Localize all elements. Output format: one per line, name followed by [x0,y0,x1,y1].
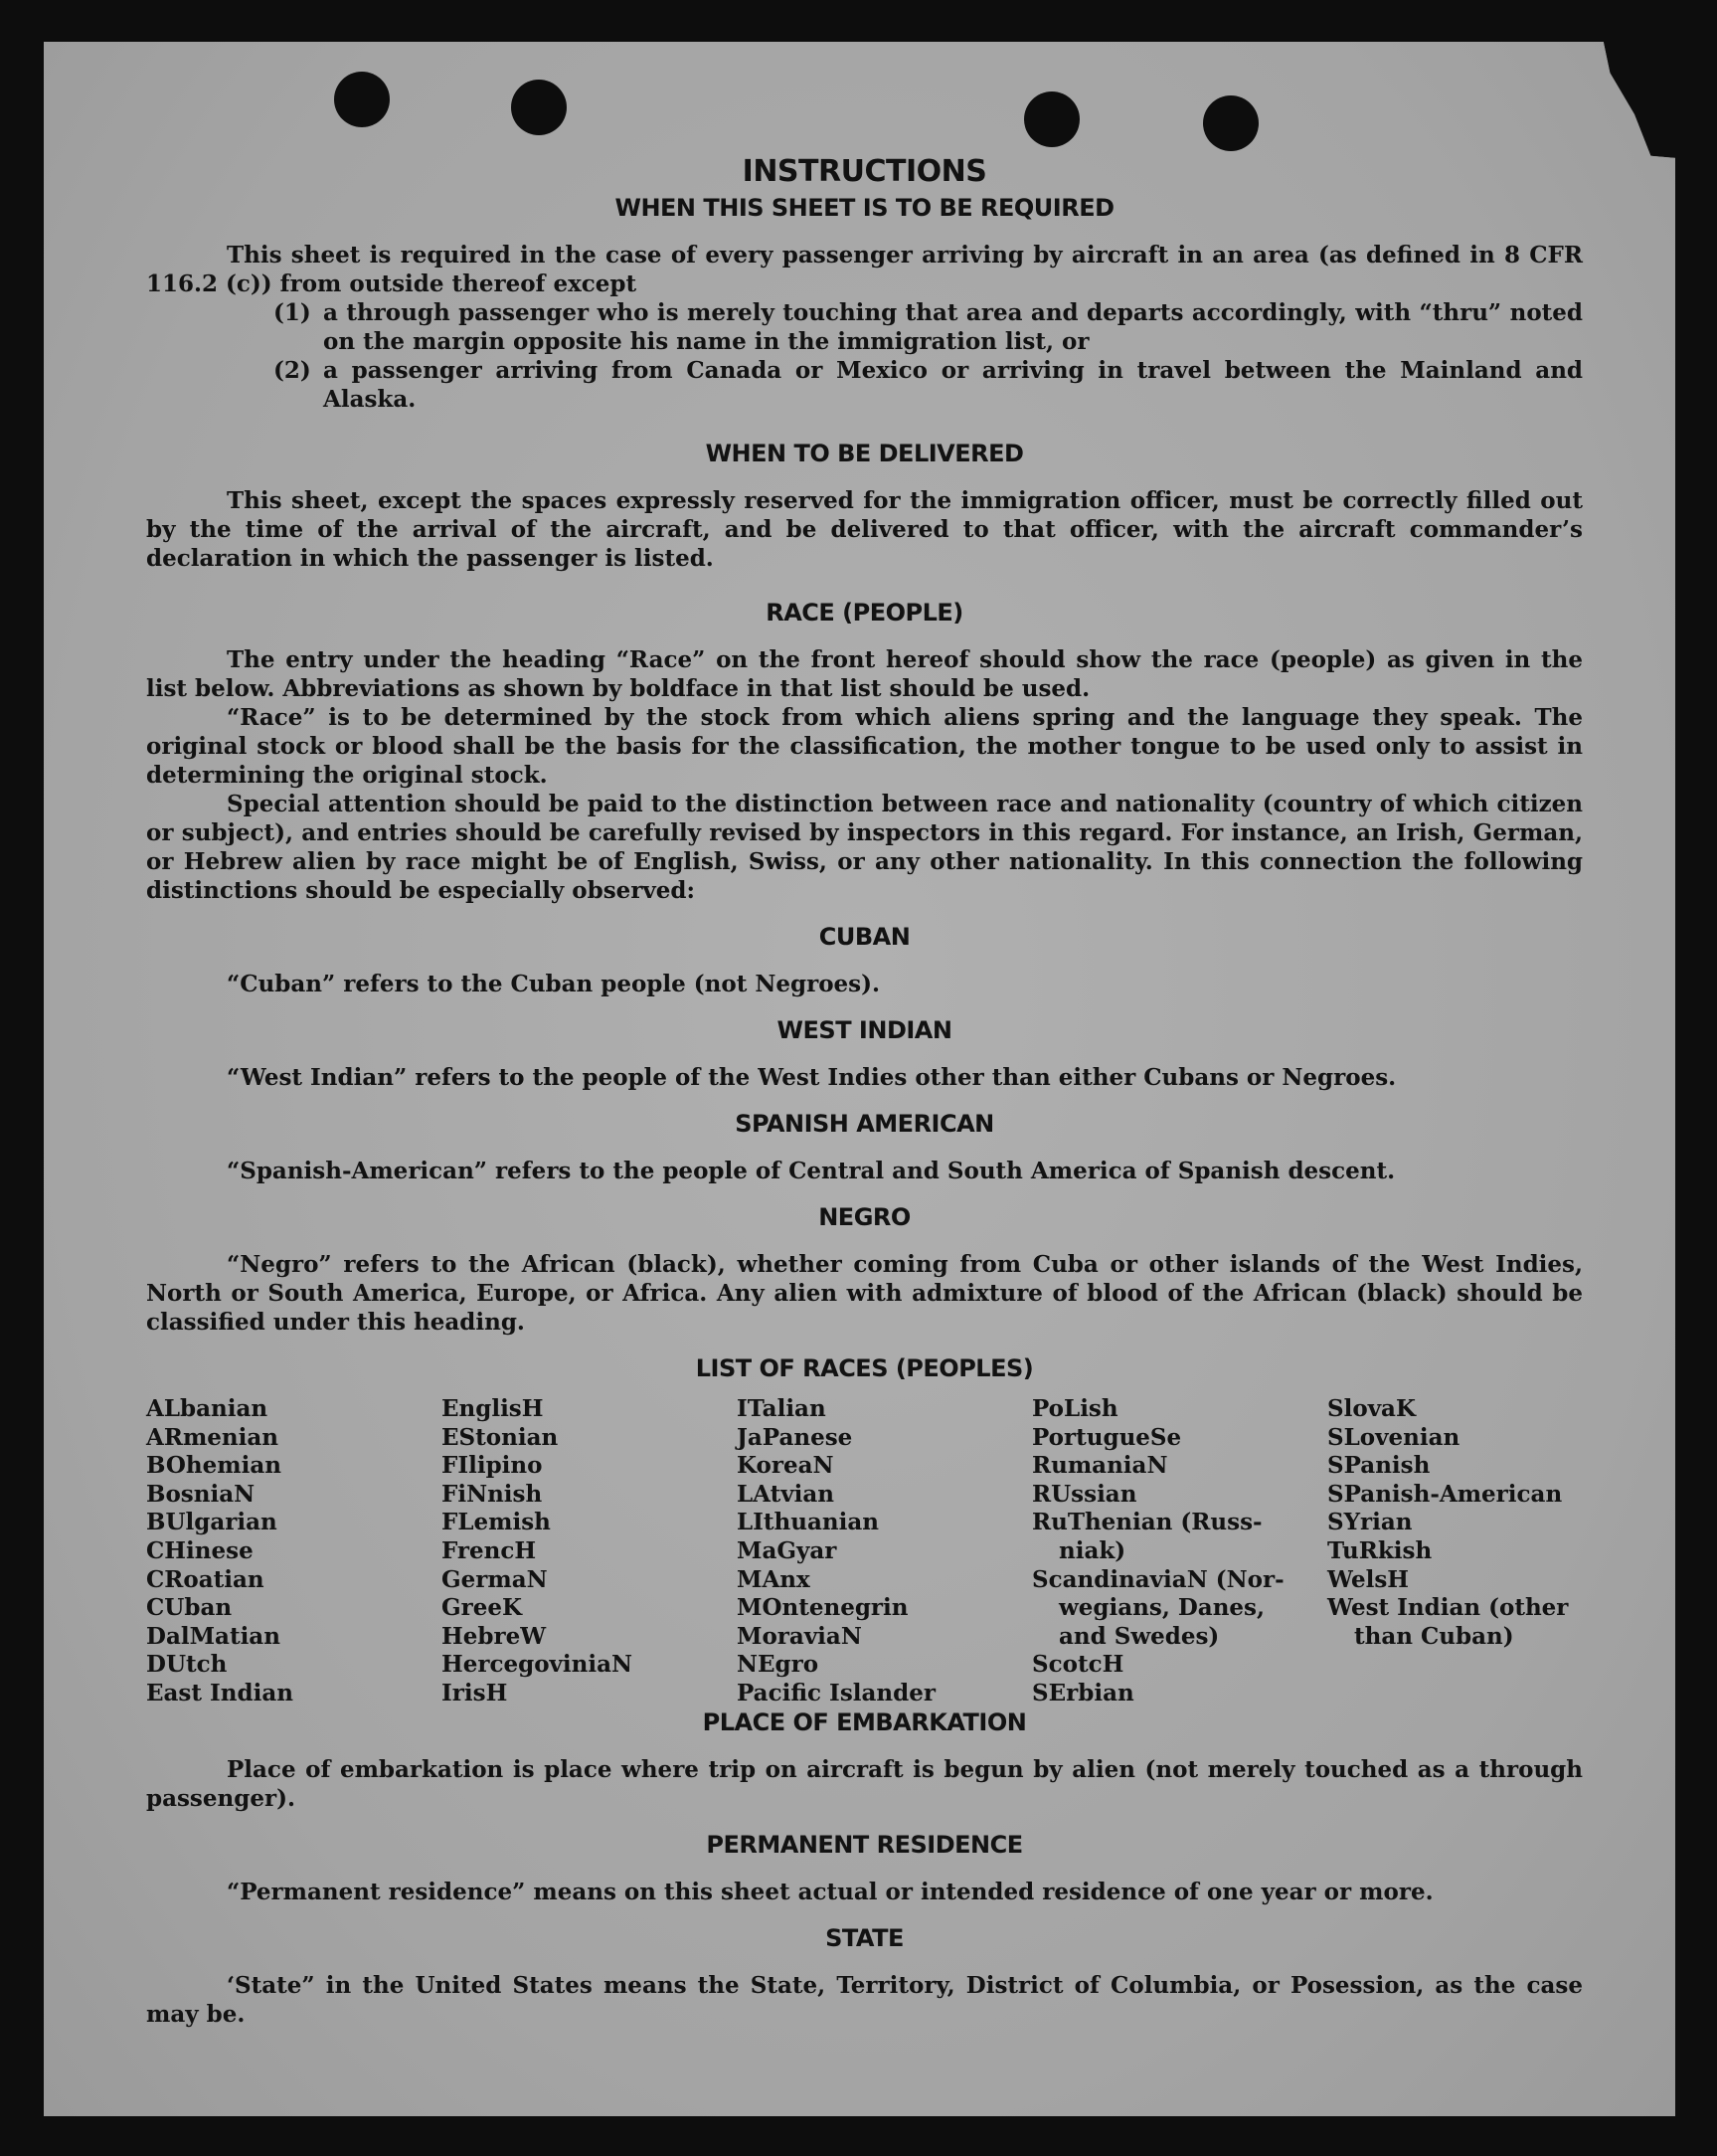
section-heading: WEST INDIAN [776,1016,952,1044]
races-list [146,1395,1583,1708]
paragraph: “Negro” refers to the African (black), whether coming from Cuba or other islands of the West Indies, North or South America, Europe, or Africa. Any alien with admixture of blood of the African (black) should be classified under this heading. [146,1251,1583,1336]
race-entry: MOntenegrin [737,1594,909,1622]
races-column [1327,1395,1583,1708]
item-number: (2) [273,357,311,384]
punch-hole [334,72,390,127]
section-heading: WHEN THIS SHEET IS TO BE REQUIRED [614,194,1115,222]
race-entry-continued: and Swedes) [1059,1622,1220,1650]
race-entry: MAnx [737,1565,810,1593]
paragraph: “Cuban” refers to the Cuban people (not Negroes). [227,971,881,997]
race-entry: PortugueSe [1032,1423,1182,1451]
races-column [1032,1395,1327,1708]
race-entry: SPanish-American [1327,1480,1563,1508]
section-heading: LIST OF RACES (PEOPLES) [695,1354,1034,1382]
race-entry: BosniaN [146,1480,256,1508]
race-entry: TuRkish [1327,1536,1433,1564]
item-text: a passenger arriving from Canada or Mexico or arriving in travel between the Mainland and Alaska. [323,357,1583,413]
text: This sheet is required in the case of every passenger arriving by aircraft in an area (as defined in 8 CFR 116.2 (c)) from outside thereof [146,242,1583,297]
paragraph: Special attention should be paid to the distinction between race and nationality (country of which citizen or subject), and entries should be carefully revised by inspectors in this regard. For instance, an Irish, German, or Hebrew alien by race might be of English, Swiss, or any other nationality. In this connection the following distinctions should be especially observed: [146,791,1583,904]
race-entry: DalMatian [146,1622,280,1650]
page-title: INSTRUCTIONS [742,154,987,189]
race-entry: KoreaN [737,1452,834,1480]
race-entry: ALbanian [146,1395,268,1422]
paragraph: “Spanish-American” refers to the people of Central and South America of Spanish descent. [227,1158,1396,1184]
race-entry: RuThenian (Russ- [1032,1509,1263,1536]
paragraph [146,241,1583,298]
race-entry: SPanish [1327,1452,1431,1480]
races-column [441,1395,737,1708]
race-entry: SYrian [1327,1509,1413,1536]
race-entry: GreeK [441,1594,523,1622]
races-column [737,1395,1032,1708]
paragraph: Place of embarkation is place where trip on aircraft is begun by alien (not merely touched as a through passenger). [146,1755,1583,1812]
text: The entry under the heading “Race” on the front hereof should show the race (people) as given in the list below. Abbreviations as shown by [146,646,1583,702]
race-entry-continued: niak) [1059,1536,1126,1564]
race-entry: ScandinaviaN (Nor- [1032,1565,1285,1593]
section-heading: PERMANENT RESIDENCE [706,1830,1023,1859]
race-entry: ScotcH [1032,1651,1124,1679]
race-entry: FLemish [441,1509,551,1536]
race-entry: HebreW [441,1622,547,1650]
paragraph: “Permanent residence” means on this sheet actual or intended residence of one year or more. [227,1878,1434,1905]
race-entry: EStonian [441,1423,559,1451]
race-entry: ITalian [737,1395,826,1422]
paragraph: “Race” is to be determined by the stock from which aliens spring and the language they speak. The original stock or blood shall be the basis for the classification, the mother tongue to be used only to assist in determining the original stock. [146,704,1583,789]
race-entry: West Indian (other [1327,1594,1569,1622]
races-column [146,1395,441,1708]
race-entry: FIlipino [441,1452,543,1480]
race-entry: Pacific Islander [737,1679,936,1707]
paragraph [146,645,1583,703]
section-heading: WHEN TO BE DELIVERED [705,440,1024,467]
race-entry: RumaniaN [1032,1452,1168,1480]
section-heading: SPANISH AMERICAN [735,1110,994,1138]
race-entry: LAtvian [737,1480,834,1508]
race-entry: NEgro [737,1651,819,1679]
section-heading: NEGRO [818,1203,911,1231]
section-heading: CUBAN [818,923,911,951]
punch-hole [1024,91,1080,147]
race-entry-continued: wegians, Danes, [1059,1594,1265,1622]
punch-hole [511,80,567,135]
race-entry: DUtch [146,1651,228,1679]
race-entry: WelsH [1327,1565,1410,1593]
race-entry: GermaN [441,1565,548,1593]
race-entry: SlovaK [1327,1395,1416,1422]
race-entry: BUlgarian [146,1509,277,1536]
list-item [273,356,1583,414]
list-item [273,298,1583,356]
race-entry: MaGyar [737,1536,837,1564]
instructions-body [146,154,1583,2029]
race-entry: PoLish [1032,1395,1118,1422]
paragraph: This sheet, except the spaces expressly reserved for the immigration officer, must be correctly filled out by the time of the arrival of the aircraft, and be delivered to that officer, with the aircraft commander’s declaration in which the passenger is listed. [146,487,1583,572]
section-heading: STATE [825,1923,904,1952]
race-entry: RUssian [1032,1480,1137,1508]
race-entry: SErbian [1032,1679,1134,1707]
text: in that list should be used. [739,675,1091,702]
race-entry: MoraviaN [737,1622,862,1650]
race-entry: IrisH [441,1679,508,1707]
paragraph: “West Indian” refers to the people of the West Indies other than either Cubans or Negroes. [227,1064,1397,1091]
race-entry: JaPanese [737,1423,853,1451]
race-entry: HercegoviniaN [441,1651,633,1679]
race-entry: CRoatian [146,1565,264,1593]
section-heading: RACE (PEOPLE) [766,599,963,627]
race-entry: EnglisH [441,1395,544,1422]
race-entry: FiNnish [441,1480,543,1508]
race-entry-continued: than Cuban) [1354,1622,1514,1650]
race-entry: BOhemian [146,1452,281,1480]
race-entry: CHinese [146,1536,254,1564]
race-entry: FrencH [441,1536,537,1564]
race-entry: East Indian [146,1679,293,1707]
punch-hole [1203,95,1259,151]
section-heading: PLACE OF EMBARKATION [702,1707,1027,1736]
emphasis: except [553,270,637,297]
race-entry: LIthuanian [737,1509,879,1536]
race-entry: SLovenian [1327,1423,1460,1451]
emphasis: boldface [629,675,740,702]
item-text: a through passenger who is merely touching that area and departs accordingly, with “thru” noted on the margin opposite his name in the immigration list, or [323,299,1583,355]
item-number: (1) [273,299,311,326]
paragraph: ‘State” in the United States means the State, Territory, District of Columbia, or Posession, as the case may be. [146,1971,1583,2028]
race-entry: ARmenian [146,1423,279,1451]
race-entry: CUban [146,1594,233,1622]
